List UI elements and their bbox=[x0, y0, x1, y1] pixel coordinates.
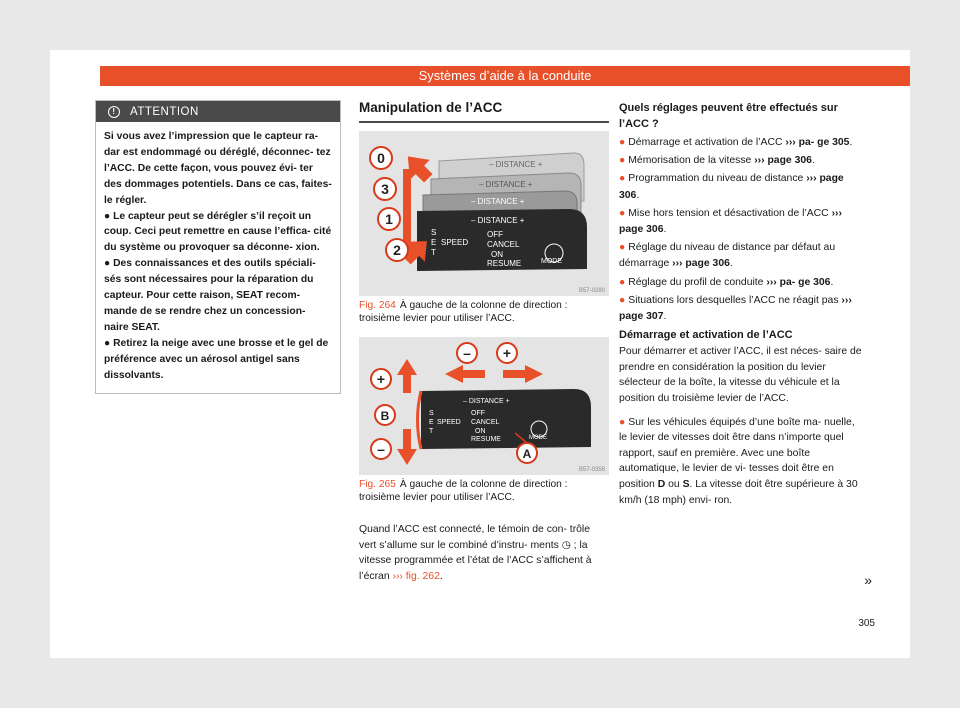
attention-column bbox=[95, 100, 341, 394]
lever-distance-ghost-3: – DISTANCE + bbox=[471, 197, 525, 206]
page-reference-link[interactable]: ››› page 307 bbox=[619, 294, 852, 323]
list-item: ● Mémorisation de la vitesse ››› page 306. bbox=[619, 155, 815, 167]
svg-text:1: 1 bbox=[385, 211, 393, 227]
lever-resume-label: RESUME bbox=[487, 259, 522, 268]
page-reference-link[interactable]: ››› page 306 bbox=[754, 155, 812, 167]
figure-caption bbox=[359, 478, 609, 504]
list-item: ● Programmation du niveau de distance ››› page 306. bbox=[619, 173, 844, 201]
list-item: ● Mise hors tension et désactivation de l’ACC ››› page 306. bbox=[619, 207, 842, 236]
list-item: ● Démarrage et activation de l’ACC ››› pa- ge 305. bbox=[619, 137, 853, 148]
figure-264 bbox=[359, 131, 609, 296]
svg-text:2: 2 bbox=[393, 242, 401, 258]
lever-distance-ghost-1: – DISTANCE + bbox=[489, 160, 543, 169]
lever-distance-label: – DISTANCE + bbox=[463, 398, 510, 405]
svg-text:–: – bbox=[463, 345, 471, 361]
attention-paragraph: ● Retirez la neige avec une brosse et le gel de préférence avec un aérosol antigel sans dissolvants. bbox=[104, 337, 329, 381]
settings-column bbox=[619, 100, 862, 508]
figure-caption-text: À gauche de la colonne de direction : troisième levier pour utiliser l’ACC. bbox=[359, 479, 568, 503]
page-reference-link[interactable]: ››› pa- ge 305 bbox=[785, 137, 850, 148]
figure-265 bbox=[359, 337, 609, 475]
svg-text:A: A bbox=[522, 447, 532, 461]
speedometer-icon: ◷ bbox=[561, 539, 571, 551]
lever-t-label: T bbox=[431, 248, 436, 257]
attention-paragraph: ● Le capteur peut se dérégler s’il reçoit un coup. Ceci peut remettre en cause l’effica- cité du système ou provoquer sa déconne- xion. bbox=[104, 210, 332, 254]
lever-mode-label: MODE bbox=[529, 435, 547, 441]
list-item: ● Réglage du profil de conduite ››› pa- ge 306. bbox=[619, 276, 834, 288]
figure-caption bbox=[359, 299, 609, 325]
attention-box bbox=[95, 100, 341, 394]
section-header: Systèmes d’aide à la conduite bbox=[100, 66, 910, 86]
page-reference-link[interactable]: ››› page 306 bbox=[619, 207, 842, 236]
list-item: ● Réglage du niveau de distance par défaut au démarrage ››› page 306. bbox=[619, 242, 836, 270]
lever-distance-label: – DISTANCE + bbox=[471, 216, 525, 225]
attention-paragraph: ● Des connaissances et des outils spéciali- sés sont nécessaires pour la réparation du capteur. Pour cette raison, SEAT recom- mande de se rendre chez un concession- naire SEAT. bbox=[104, 258, 316, 333]
svg-text:B: B bbox=[380, 409, 390, 423]
figure-code: B57-0280 bbox=[578, 288, 605, 294]
page-reference-link[interactable]: ››› page 306 bbox=[672, 258, 730, 270]
lever-s-label: S bbox=[429, 410, 434, 417]
body-paragraph: Pour démarrer et activer l’ACC, il est néces- saire de prendre en considération la position du levier sélecteur de la boîte, la vitesse du véhicule et la position du troisième levier de l’ACC. bbox=[619, 346, 862, 405]
figure-caption-text: À gauche de la colonne de direction : troisième levier pour utiliser l’ACC. bbox=[359, 300, 568, 324]
settings-title: Quels réglages peuvent être effectués sur l’ACC ? bbox=[619, 102, 838, 130]
lever-speed-label: SPEED bbox=[441, 238, 469, 247]
warning-icon: ! bbox=[108, 106, 120, 118]
continue-mark: » bbox=[864, 572, 872, 588]
lever-illustration-2 bbox=[359, 337, 609, 475]
svg-text:+: + bbox=[502, 345, 512, 361]
lever-e-label: E bbox=[431, 238, 437, 247]
svg-text:0: 0 bbox=[377, 150, 385, 166]
lever-t-label: T bbox=[429, 428, 434, 435]
arrow-stem-icon bbox=[403, 169, 411, 249]
lever-resume-label: RESUME bbox=[471, 436, 501, 443]
lever-on-label: ON bbox=[491, 250, 503, 259]
svg-text:+: + bbox=[376, 371, 386, 387]
manual-page bbox=[50, 50, 910, 658]
lever-on-label: ON bbox=[475, 428, 486, 435]
figure-number: Fig. 264 bbox=[359, 300, 396, 311]
attention-header bbox=[96, 101, 340, 122]
figure-number: Fig. 265 bbox=[359, 479, 396, 490]
lever-illustration-1 bbox=[359, 131, 609, 296]
lever-off-label: OFF bbox=[487, 230, 503, 239]
lever-cancel-label: CANCEL bbox=[487, 240, 520, 249]
list-item: ● Situations lors desquelles l’ACC ne réagit pas ››› page 307. bbox=[619, 294, 852, 323]
acc-column bbox=[359, 100, 609, 584]
lever-e-label: E bbox=[429, 419, 434, 426]
lever-distance-ghost-2: – DISTANCE + bbox=[479, 180, 533, 189]
bullet-paragraph: ● Sur les véhicules équipés d’une boîte ma- nuelle, le levier de vitesses doit être dans n’importe quel rapport, sauf en première. Avec une boîte automatique, le levier de vi- tesses doit être en position D ou S. La vitesse doit être supérieure à 30 km/h (18 mph) envi- ron. bbox=[619, 416, 858, 506]
lever-cancel-label: CANCEL bbox=[471, 419, 500, 426]
reference-arrow: ››› bbox=[392, 570, 403, 582]
fig-262-link[interactable]: fig. 262 bbox=[405, 570, 440, 582]
attention-paragraph: Si vous avez l’impression que le capteur ra- dar est endommagé ou déréglé, déconnec- tez l’ACC. De cette façon, vous pouvez évi- ter des dommages potentiels. Dans ce cas, faites-le régler. bbox=[104, 131, 332, 206]
lever-speed-label: SPEED bbox=[437, 419, 461, 426]
subheading: Démarrage et activation de l’ACC bbox=[619, 329, 793, 342]
attention-body bbox=[96, 122, 340, 393]
page-reference-link[interactable]: ››› pa- ge 306 bbox=[766, 276, 831, 288]
lever-s-label: S bbox=[431, 228, 437, 237]
lever-mode-label: MODE bbox=[541, 258, 562, 265]
page-number: 305 bbox=[858, 618, 875, 629]
svg-text:–: – bbox=[377, 441, 385, 457]
intro-paragraph: Quand l’ACC est connecté, le témoin de con- trôle vert s’allume sur le combiné d’instru- ments ◷ ; la vitesse programmée et l’état de l’ACC s’affichent à l’écran ››› fig. 262. bbox=[359, 524, 592, 582]
attention-heading: ATTENTION bbox=[130, 105, 199, 118]
svg-text:3: 3 bbox=[381, 181, 389, 197]
figure-code: B57-0358 bbox=[578, 467, 605, 473]
page-reference-link[interactable]: ››› page 306 bbox=[619, 173, 844, 201]
section-title: Manipulation de l’ACC bbox=[359, 100, 609, 123]
lever-off-label: OFF bbox=[471, 410, 485, 417]
